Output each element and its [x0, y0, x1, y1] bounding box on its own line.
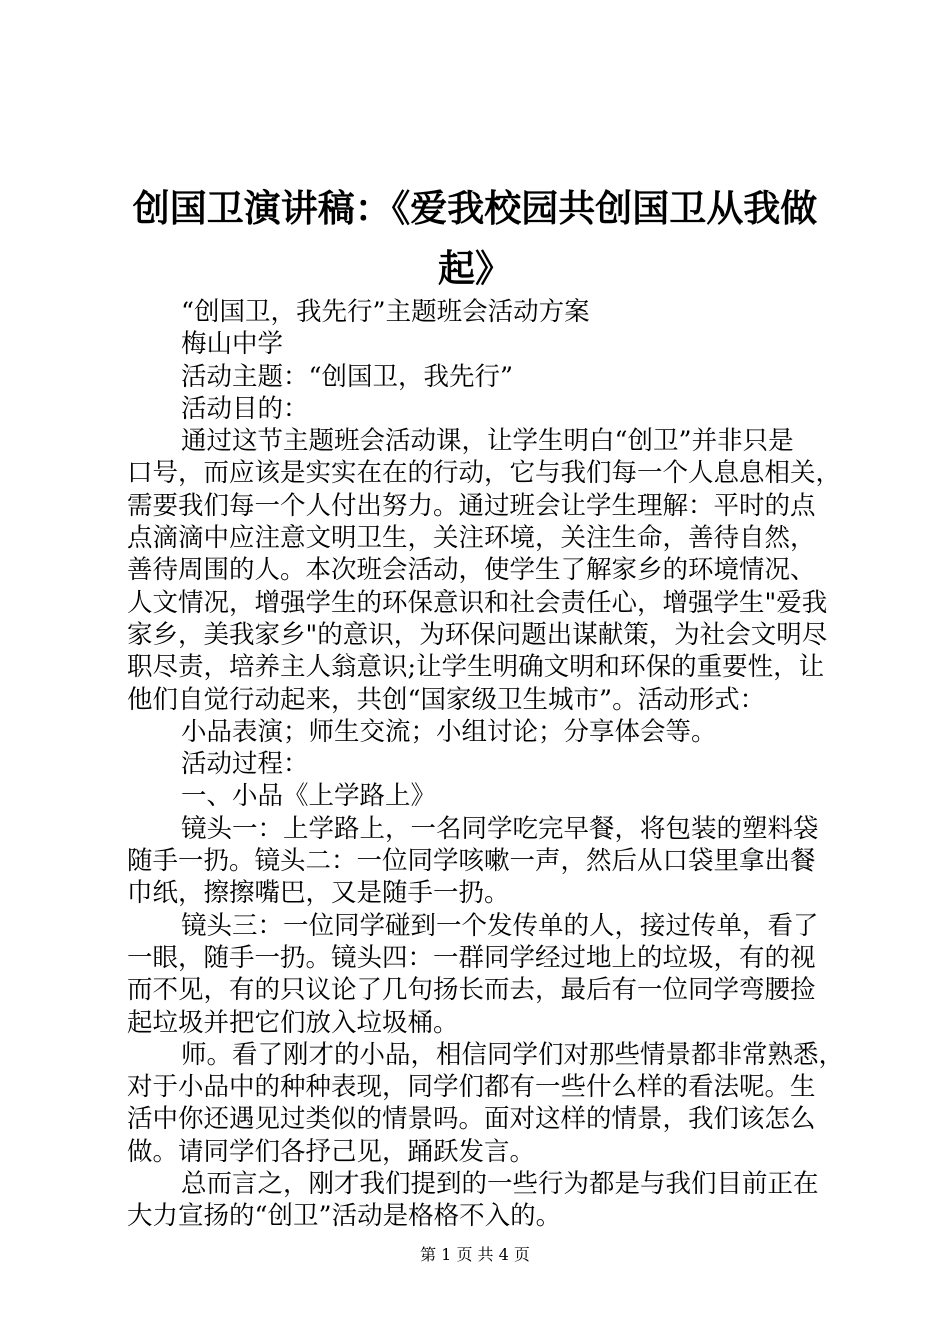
text-line: 点滴滴中应注意文明卫生，关注环境，关注生命，善待自然， [127, 523, 816, 554]
title-line: 起》 [438, 246, 512, 290]
text-line: 小品表演；师生交流；小组讨论；分享体会等。 [181, 716, 717, 747]
text-line: 总而言之，刚才我们提到的一些行为都是与我们目前正在 [181, 1169, 819, 1200]
text-line: 口号，而应该是实实在在的行动，它与我们每一个人息息相关， [127, 458, 842, 489]
text-line: 而不见，有的只议论了几句扬长而去，最后有一位同学弯腰捡 [127, 975, 816, 1006]
document-body [127, 296, 845, 1233]
section-heading: 一、小品《上学路上》 [181, 781, 437, 812]
title-line: 创国卫演讲稿：《爱我校园共创国卫从我做 [132, 186, 818, 230]
text-line: 镜头三：一位同学碰到一个发传单的人，接过传单，看了 [181, 910, 819, 941]
text-line: 巾纸，擦擦嘴巴，又是随手一扔。 [127, 878, 510, 909]
text-line: 职尽责，培养主人翁意识;让学生明确文明和环保的重要性，让 [127, 652, 825, 683]
text-line: 起垃圾并把它们放入垃圾桶。 [127, 1007, 459, 1038]
school-name: 梅山中学 [181, 329, 284, 360]
text-line: 大力宣扬的“创卫”活动是格格不入的。 [127, 1201, 562, 1232]
section-heading: 活动目的： [181, 393, 309, 424]
page-footer: 第 1 页 共 4 页 [420, 1245, 530, 1264]
subtitle-line: “创国卫，我先行”主题班会活动方案 [181, 297, 590, 327]
section-heading: 活动过程： [181, 749, 309, 780]
text-line: 一眼，随手一扔。镜头四：一群同学经过地上的垃圾，有的视 [127, 942, 816, 973]
text-line: 活中你还遇见过类似的情景吗。面对这样的情景，我们该怎么 [127, 1104, 816, 1135]
text-line: 善待周围的人。本次班会活动，使学生了解家乡的环境情况、 [127, 555, 816, 586]
text-line: 做。请同学们各抒己见，踊跃发言。 [127, 1136, 536, 1167]
text-line: 人文情况，增强学生的环保意识和社会责任心，增强学生"爱我 [127, 587, 828, 618]
text-line: 家乡，美我家乡"的意识，为环保问题出谋献策，为社会文明尽 [127, 619, 828, 650]
text-line: 通过这节主题班会活动课，让学生明白“创卫”并非只是 [181, 426, 794, 457]
text-line: 需要我们每一个人付出努力。通过班会让学生理解：平时的点 [127, 490, 816, 521]
text-line: 师。看了刚才的小品，相信同学们对那些情景都非常熟悉， [181, 1039, 845, 1070]
text-line: 他们自觉行动起来，共创“国家级卫生城市”。活动形式： [127, 684, 766, 715]
text-line: 随手一扔。镜头二：一位同学咳嗽一声，然后从口袋里拿出餐 [127, 846, 816, 877]
text-line: 镜头一：上学路上，一名同学吃完早餐，将包装的塑料袋 [181, 813, 819, 844]
activity-theme: 活动主题：“创国卫，我先行” [181, 361, 514, 392]
text-line: 对于小品中的种种表现，同学们都有一些什么样的看法呢。生 [127, 1072, 816, 1103]
document-title [0, 178, 950, 298]
